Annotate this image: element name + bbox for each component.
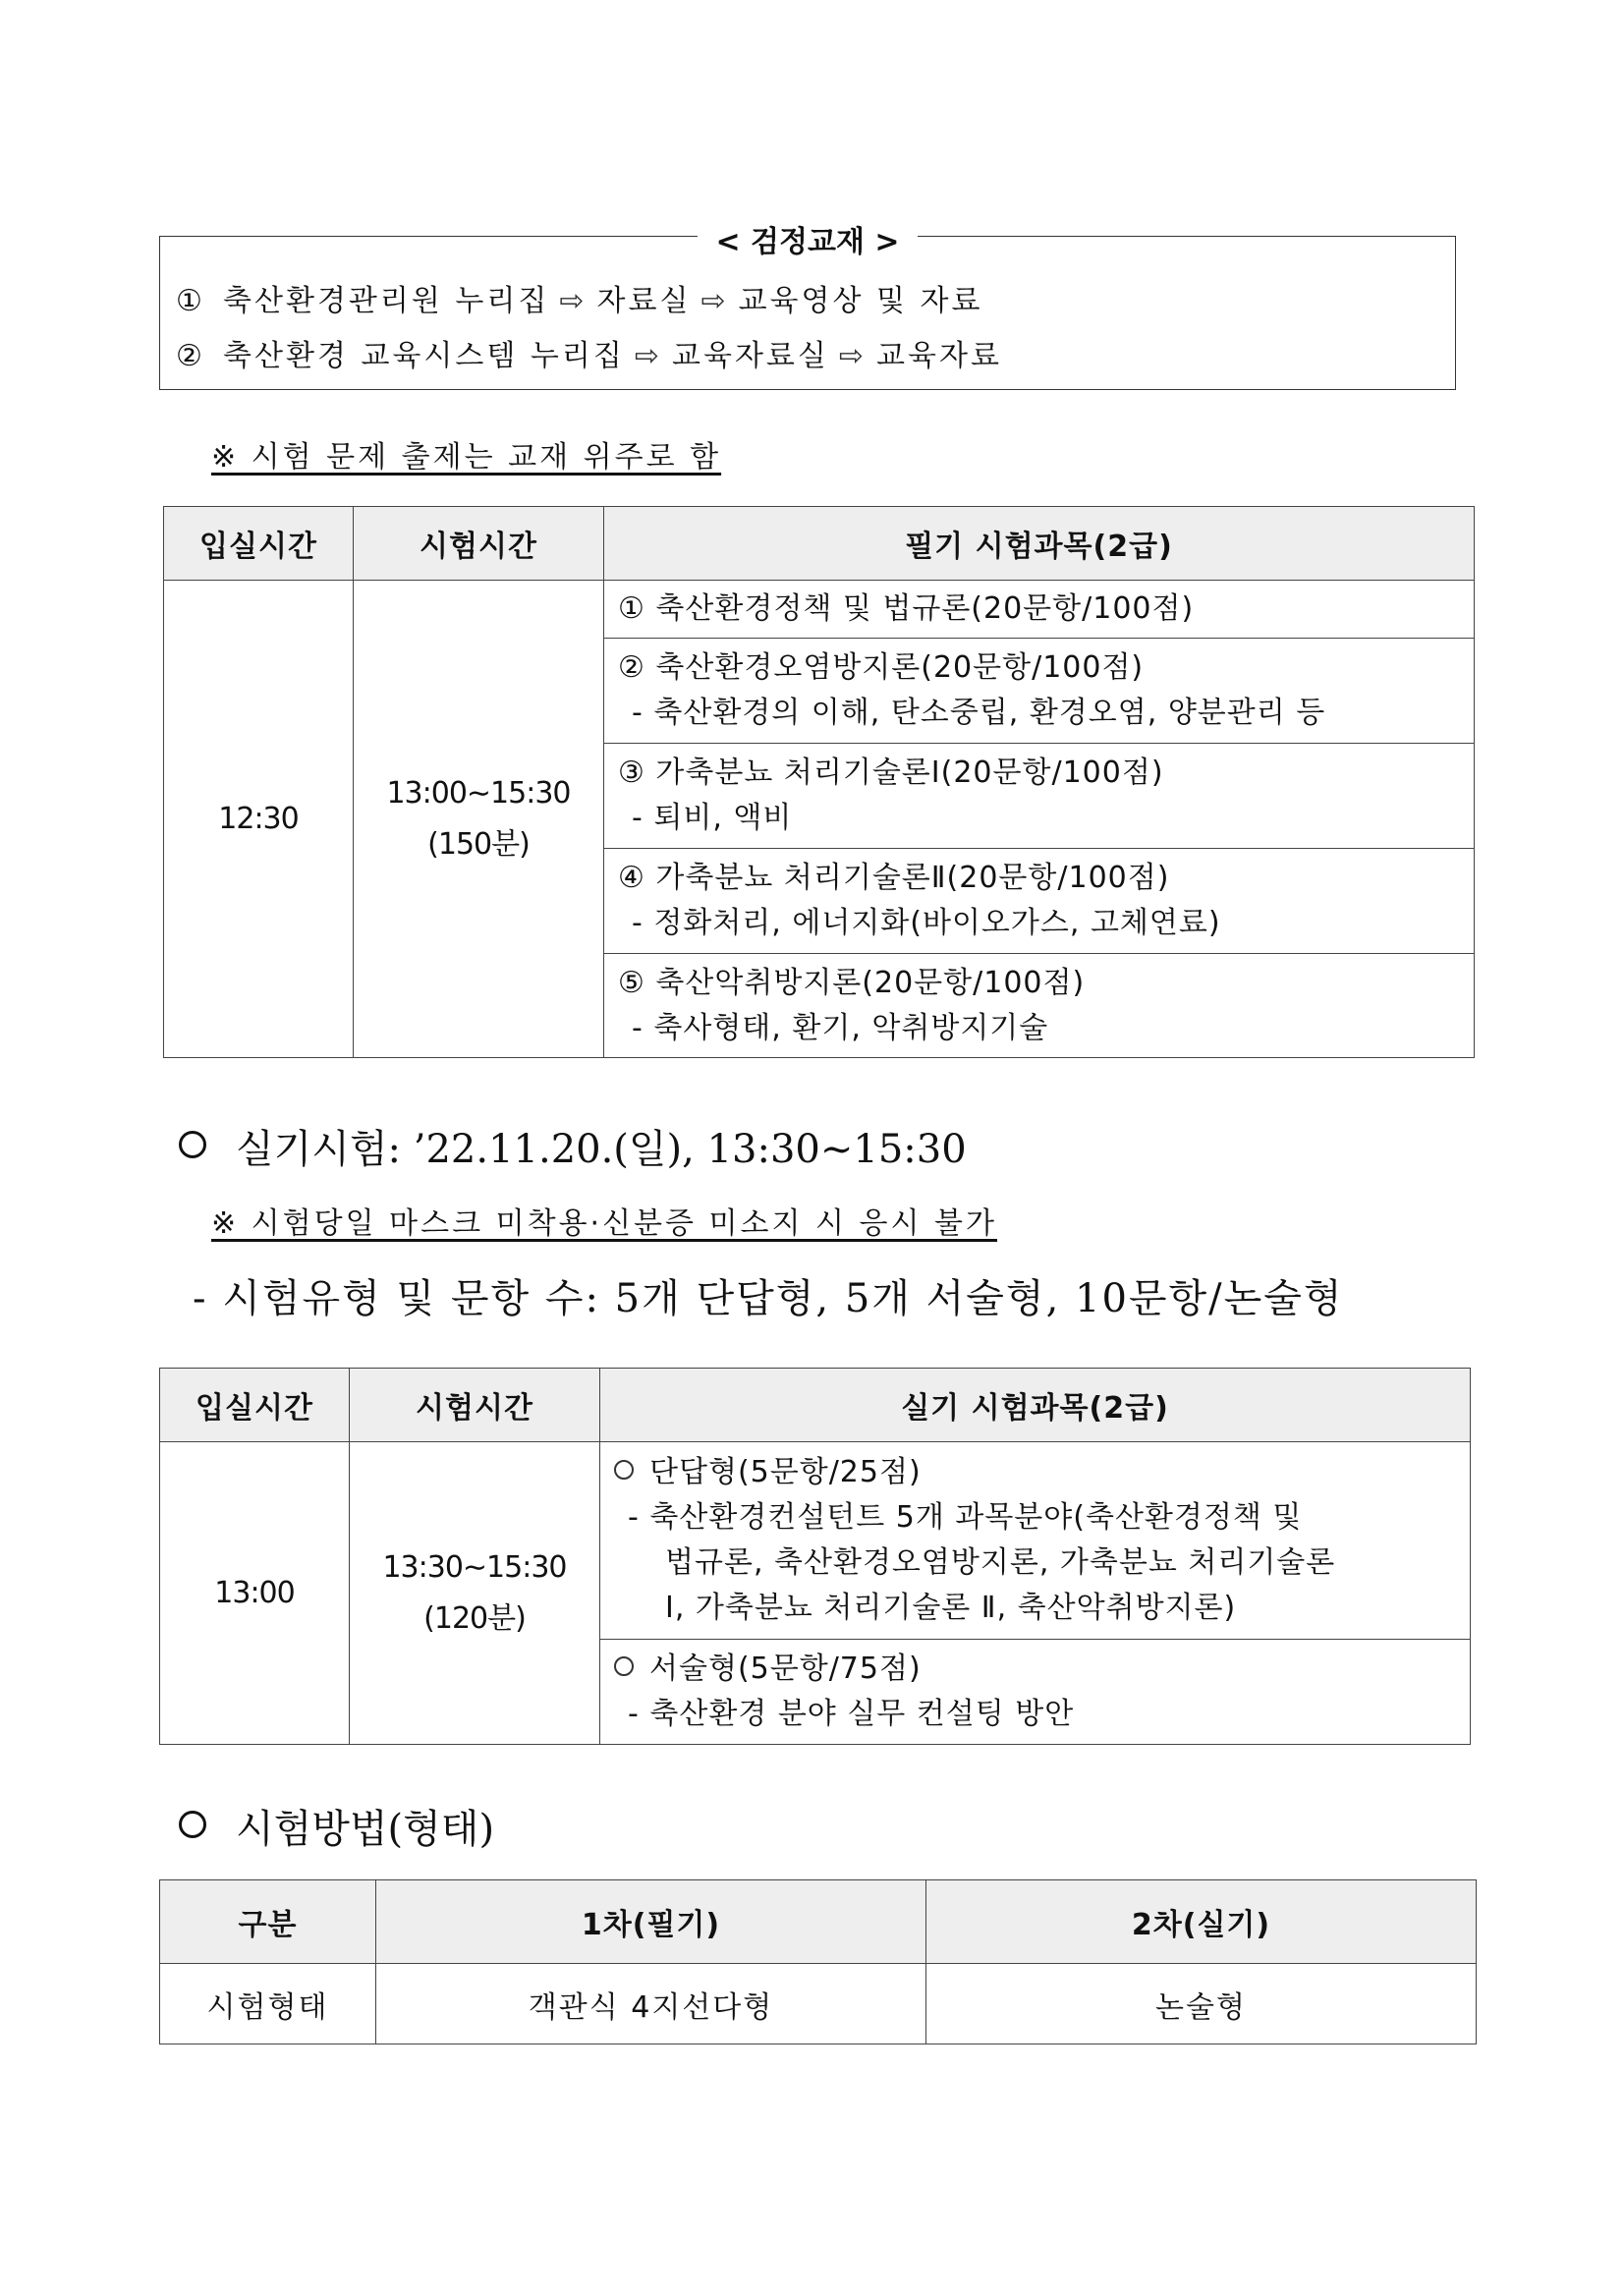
circle-bullet-icon	[614, 1460, 634, 1480]
header-subjects: 실기 시험과목(2급)	[600, 1369, 1471, 1442]
arrow-right-icon: ⇨	[700, 284, 729, 318]
method-heading: 시험방법(형태)	[179, 1798, 494, 1854]
subject-4: ④ 가축분뇨 처리기술론Ⅱ(20문항/100점) - 정화처리, 에너지화(바이오가스, 고체연료)	[604, 849, 1475, 954]
header-exam-time: 시험시간	[354, 507, 604, 581]
textbook-box	[159, 225, 1456, 390]
subject-2: ② 축산환경오염방지론(20문항/100점) - 축산환경의 이해, 탄소중립, 환경오염, 양분관리 등	[604, 639, 1475, 744]
circle-bullet-icon	[614, 1656, 634, 1676]
arrow-right-icon: ⇨	[838, 339, 868, 373]
exam-time-cell: 13:00∼15:30 (150분)	[354, 581, 604, 1058]
exam-time-cell: 13:30∼15:30 (120분)	[350, 1442, 600, 1745]
header-entry-time: 입실시간	[164, 507, 354, 581]
practical-note: ※ 시험당일 마스크 미착용·신분증 미소지 시 응시 불가	[211, 1206, 998, 1241]
method-table	[159, 1879, 1477, 2044]
header-subjects: 필기 시험과목(2급)	[604, 507, 1475, 581]
header-category: 구분	[160, 1880, 376, 1964]
header-second: 2차(실기)	[926, 1880, 1477, 1964]
textbook-line-1: ① 축산환경관리원 누리집 ⇨ 자료실 ⇨ 교육영상 및 자료	[176, 284, 983, 318]
practical-exam-table	[159, 1368, 1471, 1745]
practical-heading: 실기시험: ’22.11.20.(일), 13:30∼15:30	[179, 1118, 967, 1174]
method-first-value: 객관식 4지선다형	[376, 1964, 926, 2044]
method-row-label: 시험형태	[160, 1964, 376, 2044]
arrow-right-icon: ⇨	[634, 339, 662, 373]
circle-bullet-icon	[179, 1131, 206, 1158]
header-exam-time: 시험시간	[350, 1369, 600, 1442]
textbook-title: < 검정교재 >	[160, 217, 1455, 260]
essay-cell: 서술형(5문항/75점) - 축산환경 분야 실무 컨설팅 방안	[600, 1640, 1471, 1745]
textbook-line-2: ② 축산환경 교육시스템 누리집 ⇨ 교육자료실 ⇨ 교육자료	[176, 339, 1002, 373]
written-exam-table	[163, 506, 1475, 1058]
textbook-note: ※ 시험 문제 출제는 교재 위주로 함	[211, 440, 722, 475]
header-entry-time: 입실시간	[160, 1369, 350, 1442]
circle-bullet-icon	[179, 1811, 206, 1838]
subject-1: ① 축산환경정책 및 법규론(20문항/100점)	[604, 581, 1475, 639]
subject-3: ③ 가축분뇨 처리기술론Ⅰ(20문항/100점) - 퇴비, 액비	[604, 744, 1475, 849]
arrow-right-icon: ⇨	[559, 284, 588, 318]
entry-time-cell: 12:30	[164, 581, 354, 1058]
method-second-value: 논술형	[926, 1964, 1477, 2044]
practical-type-line: - 시험유형 및 문항 수: 5개 단답형, 5개 서술형, 10문항/논술형	[193, 1276, 1344, 1321]
subject-5: ⑤ 축산악취방지론(20문항/100점) - 축사형태, 환기, 악취방지기술	[604, 954, 1475, 1058]
short-answer-cell: 단답형(5문항/25점) - 축산환경컨설턴트 5개 과목분야(축산환경정책 및 법규론, 축산환경오염방지론, 가축분뇨 처리기술론 Ⅰ, 가축분뇨 처리기술론 Ⅱ, 축산악취방지론)	[600, 1442, 1471, 1640]
header-first: 1차(필기)	[376, 1880, 926, 1964]
entry-time-cell: 13:00	[160, 1442, 350, 1745]
